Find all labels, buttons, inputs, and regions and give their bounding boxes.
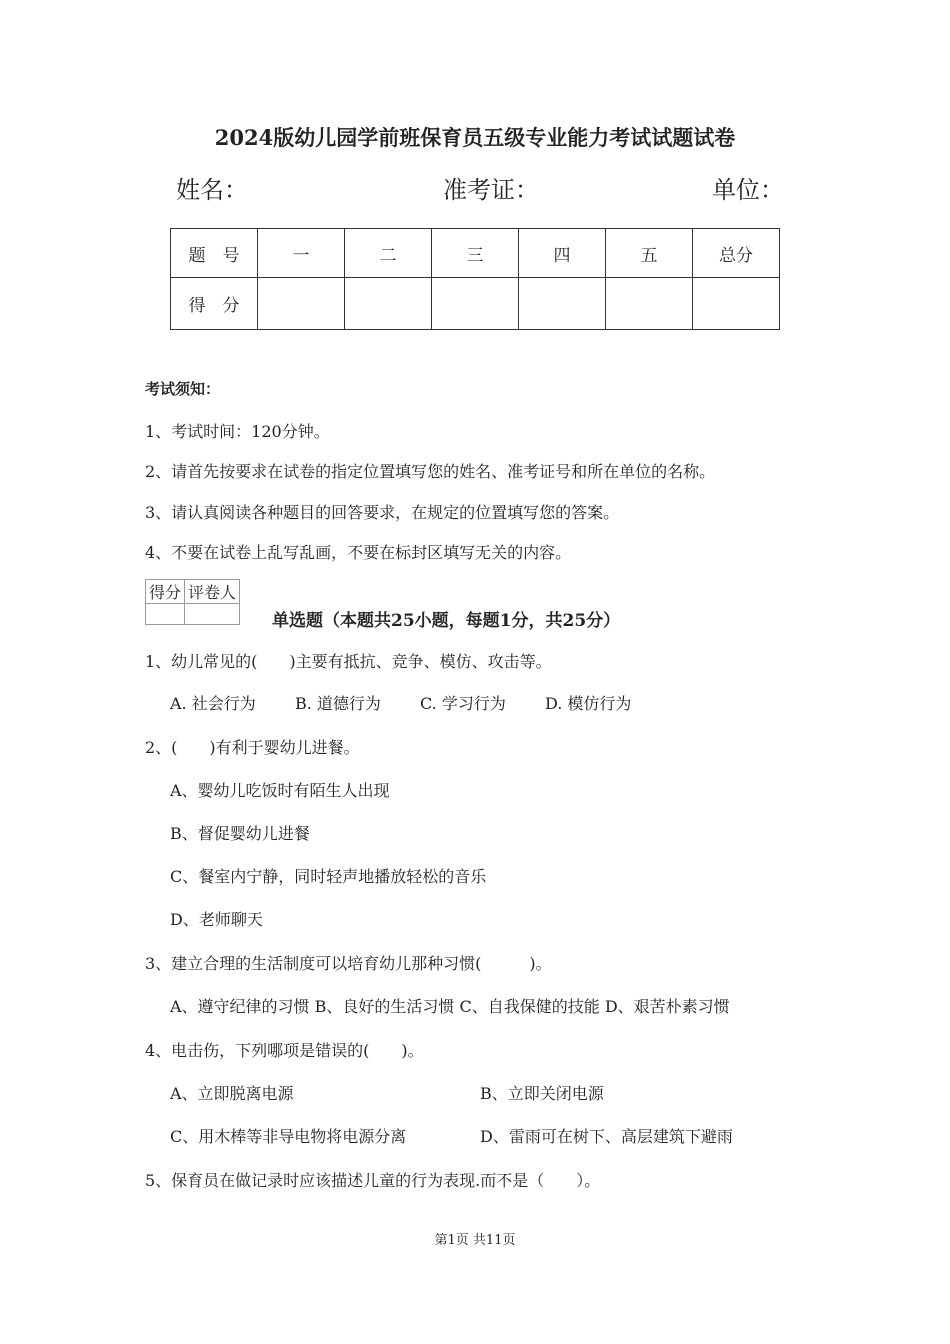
question-option: B. 道德行为 bbox=[295, 694, 381, 713]
score-cell bbox=[258, 278, 345, 330]
question-option: C、餐室内宁静，同时轻声地播放轻松的音乐 bbox=[170, 867, 487, 886]
grader-score-label: 得分 bbox=[146, 580, 185, 604]
page-title: 2024版幼儿园学前班保育员五级专业能力考试试题试卷 bbox=[214, 125, 736, 150]
notice-item: 3、请认真阅读各种题目的回答要求，在规定的位置填写您的答案。 bbox=[145, 503, 620, 522]
score-table-score-label: 得 分 bbox=[171, 278, 258, 330]
question-option: C、用木棒等非导电物将电源分离 bbox=[170, 1127, 407, 1146]
score-table-score-row bbox=[171, 278, 780, 330]
score-cell bbox=[693, 278, 780, 330]
score-cell bbox=[519, 278, 606, 330]
score-table-col-2: 二 bbox=[345, 229, 432, 278]
question-stem: 1、幼儿常见的( )主要有抵抗、竞争、模仿、攻击等。 bbox=[145, 652, 552, 671]
score-table-col-4: 四 bbox=[519, 229, 606, 278]
score-cell bbox=[432, 278, 519, 330]
question-option: D、雷雨可在树下、高层建筑下避雨 bbox=[480, 1127, 733, 1146]
question-option: B、督促婴幼儿进餐 bbox=[170, 824, 310, 843]
score-table-col-3: 三 bbox=[432, 229, 519, 278]
question-stem: 2、( )有利于婴幼儿进餐。 bbox=[145, 738, 360, 757]
question-option: A、遵守纪律的习惯 B、良好的生活习惯 C、自我保健的技能 D、艰苦朴素习惯 bbox=[170, 997, 730, 1016]
name-field-label: 姓名： bbox=[176, 176, 248, 204]
grader-reviewer-label: 评卷人 bbox=[185, 580, 240, 604]
question-stem: 5、保育员在做记录时应该描述儿童的行为表现.而不是（ ）。 bbox=[145, 1171, 601, 1190]
question-option: D、老师聊天 bbox=[170, 910, 263, 929]
question-option: A、立即脱离电源 bbox=[170, 1084, 294, 1103]
question-option: B、立即关闭电源 bbox=[480, 1084, 604, 1103]
score-table-header-row bbox=[171, 229, 780, 278]
unit-field-label: 单位： bbox=[712, 176, 784, 204]
question-option: A. 社会行为 bbox=[170, 694, 256, 713]
score-cell bbox=[345, 278, 432, 330]
question-option: C. 学习行为 bbox=[420, 694, 506, 713]
ticket-field-label: 准考证： bbox=[443, 176, 539, 204]
notice-item: 4、不要在试卷上乱写乱画，不要在标封区填写无关的内容。 bbox=[145, 543, 572, 562]
score-table-col-1: 一 bbox=[258, 229, 345, 278]
grader-reviewer-cell bbox=[185, 604, 240, 625]
score-table bbox=[170, 228, 780, 330]
question-option: D. 模仿行为 bbox=[545, 694, 632, 713]
score-table-col-5: 五 bbox=[606, 229, 693, 278]
page-footer: 第1页 共11页 bbox=[434, 1233, 516, 1248]
section-title: 单选题（本题共25小题，每题1分，共25分） bbox=[272, 611, 621, 631]
question-stem: 3、建立合理的生活制度可以培育幼儿那种习惯( )。 bbox=[145, 954, 552, 973]
grader-score-cell bbox=[146, 604, 185, 625]
grader-table bbox=[145, 579, 240, 625]
question-stem: 4、电击伤，下列哪项是错误的( )。 bbox=[145, 1041, 424, 1060]
score-cell bbox=[606, 278, 693, 330]
score-table-header-label: 题 号 bbox=[171, 229, 258, 278]
question-option: A、婴幼儿吃饭时有陌生人出现 bbox=[170, 781, 390, 800]
notice-heading: 考试须知： bbox=[145, 380, 221, 398]
score-table-col-total: 总分 bbox=[693, 229, 780, 278]
notice-item: 1、考试时间：120分钟。 bbox=[145, 422, 330, 441]
notice-item: 2、请首先按要求在试卷的指定位置填写您的姓名、准考证号和所在单位的名称。 bbox=[145, 462, 716, 481]
